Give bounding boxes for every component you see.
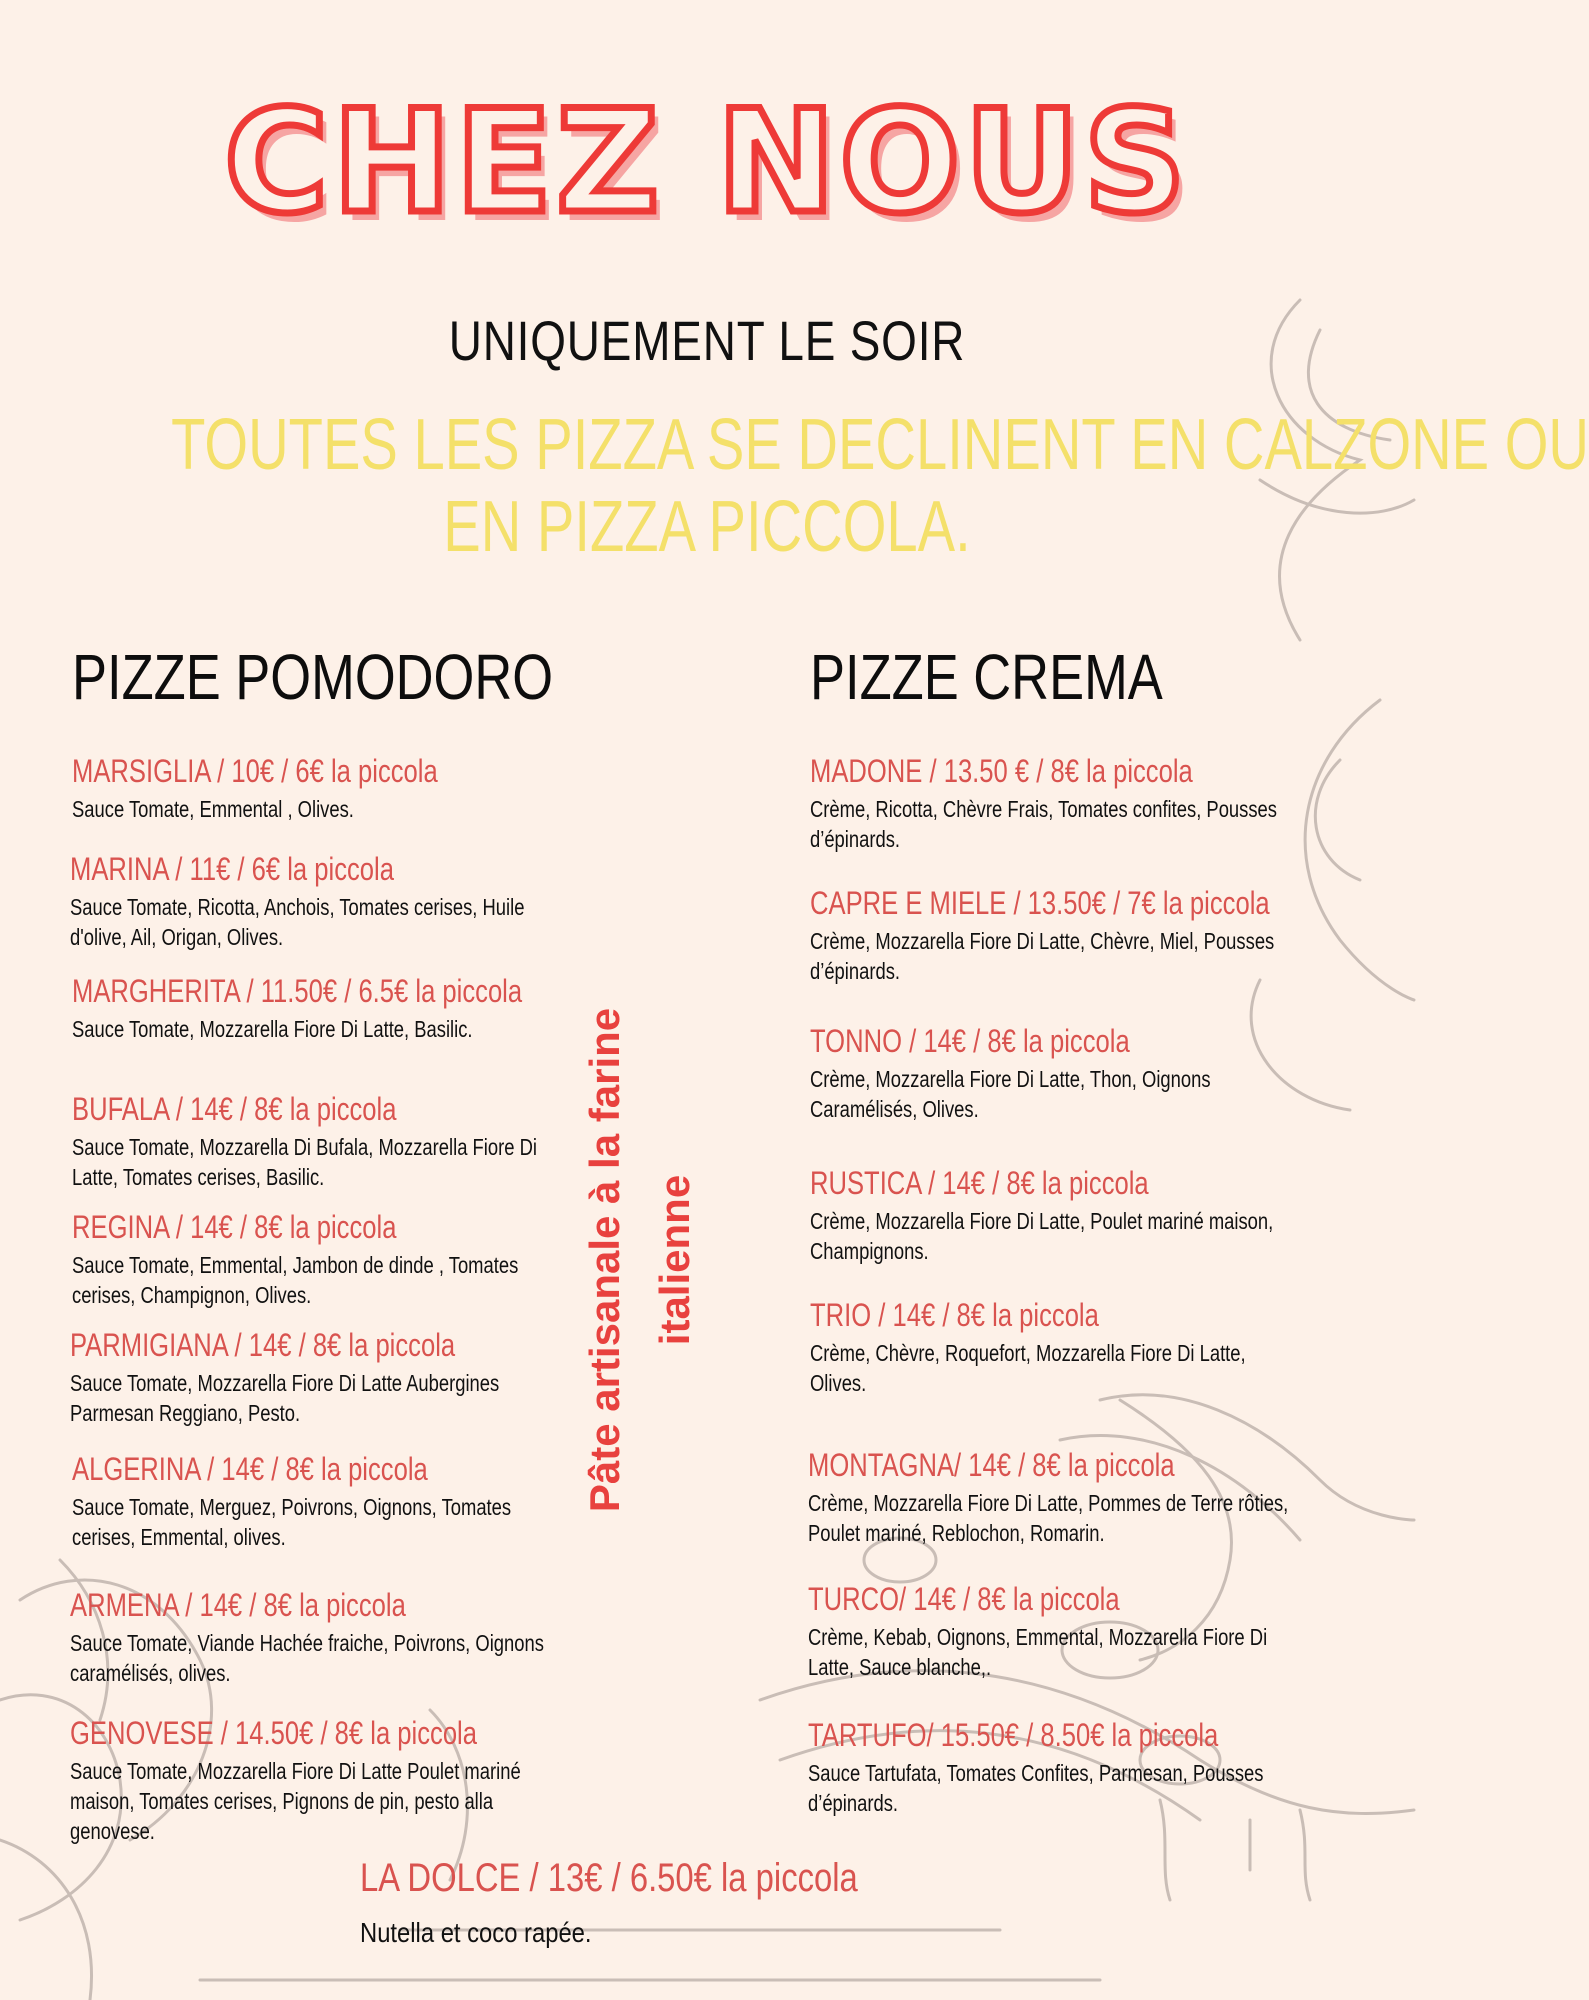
item-description: Sauce Tomate, Viande Hachée fraiche, Poivrons, Oignons caramélisés, olives. (70, 1630, 544, 1686)
restaurant-title: CHEZ NOUS (224, 80, 1190, 245)
item-name: PARMIGIANA / 14€ / 8€ la piccola (70, 1327, 456, 1363)
item-name: REGINA / 14€ / 8€ la piccola (72, 1209, 397, 1245)
item-name: MADONE / 13.50 € / 8€ la piccola (810, 753, 1193, 789)
item-name: LA DOLCE / 13€ / 6.50€ la piccola (360, 1856, 858, 1900)
calzone-banner (171, 404, 1589, 568)
item-name: RUSTICA / 14€ / 8€ la piccola (810, 1165, 1149, 1201)
item-name: CAPRE E MIELE / 13.50€ / 7€ la piccola (810, 885, 1270, 921)
menu-item-rustica (810, 1164, 1330, 1266)
menu-item-tonno (810, 1022, 1330, 1124)
item-description: Sauce Tomate, Mozzarella Fiore Di Latte Poulet mariné maison, Tomates cerises, Pignons de pin, pesto alla genovese. (70, 1758, 521, 1844)
item-description: Sauce Tomate, Emmental, Jambon de dinde , Tomates cerises, Champignon, Olives. (72, 1252, 519, 1308)
item-description: Crème, Mozzarella Fiore Di Latte, Pommes de Terre rôties, Poulet mariné, Reblochon, Romarin. (808, 1490, 1289, 1546)
menu-item-madone (810, 752, 1330, 854)
menu-item-la-dolce (360, 1856, 1060, 1949)
menu-item-parmigiana (70, 1326, 590, 1428)
item-name: TRIO / 14€ / 8€ la piccola (810, 1297, 1099, 1333)
menu-item-genovese (70, 1714, 590, 1846)
dough-note (570, 880, 710, 1640)
menu-item-marina (70, 850, 590, 952)
item-name: GENOVESE / 14.50€ / 8€ la piccola (70, 1715, 477, 1751)
item-name: MARSIGLIA / 10€ / 6€ la piccola (72, 753, 438, 789)
menu-item-armena (70, 1586, 590, 1688)
item-name: MARGHERITA / 11.50€ / 6.5€ la piccola (72, 973, 523, 1009)
item-description: Sauce Tomate, Emmental , Olives. (72, 796, 354, 822)
item-description: Sauce Tartufata, Tomates Confites, Parmesan, Pousses d’épinards. (808, 1760, 1264, 1816)
menu-item-montagna (808, 1446, 1328, 1548)
menu-item-turco (808, 1580, 1328, 1682)
menu-item-marsiglia (72, 752, 592, 824)
item-description: Crème, Mozzarella Fiore Di Latte, Thon, Oignons Caramélisés, Olives. (810, 1066, 1211, 1122)
item-description: Sauce Tomate, Merguez, Poivrons, Oignons, Tomates cerises, Emmental, olives. (72, 1494, 512, 1550)
menu-item-algerina (72, 1450, 592, 1552)
menu-item-trio (810, 1296, 1330, 1398)
item-description: Crème, Mozzarella Fiore Di Latte, Poulet mariné maison, Champignons. (810, 1208, 1274, 1264)
banner-line-2: EN PIZZA PICCOLA. (443, 487, 971, 567)
item-description: Sauce Tomate, Ricotta, Anchois, Tomates cerises, Huile d'olive, Ail, Origan, Olives. (70, 894, 525, 950)
item-name: TONNO / 14€ / 8€ la piccola (810, 1023, 1130, 1059)
menu-item-regina (72, 1208, 592, 1310)
menu-item-capre-e-miele (810, 884, 1330, 986)
item-name: MARINA / 11€ / 6€ la piccola (70, 851, 394, 887)
dough-note-line-2: italienne (651, 1174, 698, 1346)
item-name: MONTAGNA/ 14€ / 8€ la piccola (808, 1447, 1175, 1483)
section-title-crema: PIZZE CREMA (810, 641, 1163, 713)
item-description: Crème, Ricotta, Chèvre Frais, Tomates confites, Pousses d’épinards. (810, 796, 1277, 852)
item-description: Crème, Kebab, Oignons, Emmental, Mozzarella Fiore Di Latte, Sauce blanche,. (808, 1624, 1268, 1680)
item-description: Sauce Tomate, Mozzarella Fiore Di Latte, Basilic. (72, 1016, 473, 1042)
menu-item-margherita (72, 972, 592, 1044)
opening-note: UNIQUEMENT LE SOIR (448, 309, 966, 372)
item-description: Nutella et coco rapée. (360, 1917, 592, 1948)
item-name: ARMENA / 14€ / 8€ la piccola (70, 1587, 406, 1623)
dough-note-line-1: Pâte artisanale à la farine (581, 1007, 628, 1513)
item-name: TARTUFO/ 15.50€ / 8.50€ la piccola (808, 1717, 1219, 1753)
menu-item-tartufo (808, 1716, 1328, 1818)
menu-item-bufala (72, 1090, 592, 1192)
item-description: Crème, Mozzarella Fiore Di Latte, Chèvre, Miel, Pousses d’épinards. (810, 928, 1275, 984)
section-title-pomodoro: PIZZE POMODORO (72, 641, 554, 713)
item-description: Crème, Chèvre, Roquefort, Mozzarella Fiore Di Latte, Olives. (810, 1340, 1246, 1396)
item-description: Sauce Tomate, Mozzarella Di Bufala, Mozzarella Fiore Di Latte, Tomates cerises, Basilic. (72, 1134, 537, 1190)
item-name: BUFALA / 14€ / 8€ la piccola (72, 1091, 397, 1127)
item-name: ALGERINA / 14€ / 8€ la piccola (72, 1451, 428, 1487)
item-name: TURCO/ 14€ / 8€ la piccola (808, 1581, 1120, 1617)
item-description: Sauce Tomate, Mozzarella Fiore Di Latte Aubergines Parmesan Reggiano, Pesto. (70, 1370, 500, 1426)
banner-line-1: TOUTES LES PIZZA SE DECLINENT EN CALZONE OU (171, 405, 1589, 485)
